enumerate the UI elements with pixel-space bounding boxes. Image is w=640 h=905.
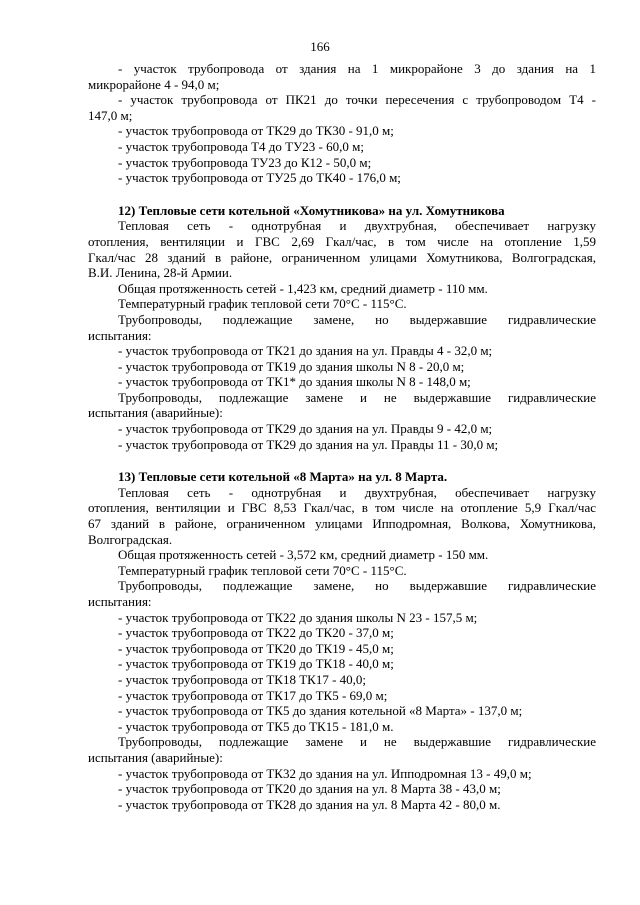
list-item: - участок трубопровода от ТК20 до здания на ул. 8 Марта 38 - 43,0 м; bbox=[118, 781, 501, 797]
list-item-cont: микрорайоне 4 - 94,0 м; bbox=[88, 76, 220, 92]
failed-heading-cont: испытания (аварийные): bbox=[88, 749, 223, 765]
list-item: - участок трубопровода от здания на 1 микрорайоне 3 до здания на 1 bbox=[118, 61, 596, 76]
list-item-cont: 147,0 м; bbox=[88, 107, 133, 123]
tested-heading-cont: испытания: bbox=[88, 327, 152, 343]
list-item: - участок трубопровода от ТК29 до здания на ул. Правды 9 - 42,0 м; bbox=[118, 421, 493, 437]
list-item: - участок трубопровода от ТК20 до ТК19 - 45,0 м; bbox=[118, 640, 394, 656]
list-item: - участок трубопровода от ТК29 до здания на ул. Правды 11 - 30,0 м; bbox=[118, 436, 499, 452]
list-item: - участок трубопровода от ТК29 до ТК30 - 91,0 м; bbox=[118, 123, 394, 139]
section-desc-line: 67 зданий в районе, ограниченном улицами Ипподромная, Волкова, Хомутникова, bbox=[88, 516, 596, 532]
list-item: - участок трубопровода Т4 до ТУ23 - 60,0 м; bbox=[118, 138, 364, 154]
section-desc-line: Тепловая сеть - однотрубная и двухтрубная, обеспечивает нагрузку bbox=[118, 218, 596, 234]
failed-heading: Трубопроводы, подлежащие замене и не выдержавшие гидравлические bbox=[118, 389, 596, 405]
list-item: - участок трубопровода от ТК19 до здания школы N 8 - 20,0 м; bbox=[118, 358, 465, 374]
tested-heading: Трубопроводы, подлежащие замене, но выдержавшие гидравлические bbox=[118, 311, 596, 327]
temperature-schedule: Температурный график тепловой сети 70°С - 115°С. bbox=[118, 296, 407, 312]
list-item: - участок трубопровода от ТК5 до здания котельной «8 Марта» - 137,0 м; bbox=[118, 703, 523, 719]
section-heading-12: 12) Тепловые сети котельной «Хомутникова» на ул. Хомутникова bbox=[118, 202, 505, 218]
section-desc-line: В.И. Ленина, 28-й Армии. bbox=[88, 265, 233, 281]
list-item: - участок трубопровода от ТК18 ТК17 - 40,0; bbox=[118, 671, 367, 687]
network-length: Общая протяженность сетей - 1,423 км, средний диаметр - 110 мм. bbox=[118, 280, 488, 296]
section-desc-line: Тепловая сеть - однотрубная и двухтрубная, обеспечивает нагрузку bbox=[118, 484, 596, 500]
page-number: 166 bbox=[310, 39, 330, 54]
list-item: - участок трубопровода ТУ23 до К12 - 50,0 м; bbox=[118, 154, 372, 170]
list-item: - участок трубопровода от ТК28 до здания на ул. 8 Марта 42 - 80,0 м. bbox=[118, 796, 501, 812]
list-item: - участок трубопровода от ТК17 до ТК5 - 69,0 м; bbox=[118, 687, 388, 703]
list-item: - участок трубопровода от ТК32 до здания на ул. Ипподромная 13 - 49,0 м; bbox=[118, 765, 532, 781]
list-item: - участок трубопровода от ТК19 до ТК18 - 40,0 м; bbox=[118, 656, 394, 672]
page-content bbox=[88, 61, 596, 812]
section-desc-line: Волгоградская. bbox=[88, 531, 173, 547]
section-desc-line: отопления, вентиляции и ГВС 2,69 Гкал/час, в том числе на отопление 1,59 bbox=[88, 233, 596, 249]
network-length: Общая протяженность сетей - 3,572 км, средний диаметр - 150 мм. bbox=[118, 547, 489, 563]
section-heading-13: 13) Тепловые сети котельной «8 Марта» на ул. 8 Марта. bbox=[118, 469, 448, 485]
temperature-schedule: Температурный график тепловой сети 70°С - 115°С. bbox=[118, 562, 407, 578]
tested-heading: Трубопроводы, подлежащие замене, но выдержавшие гидравлические bbox=[118, 578, 596, 594]
list-item: - участок трубопровода от ТУ25 до ТК40 - 176,0 м; bbox=[118, 170, 401, 186]
list-item: - участок трубопровода от ТК22 до здания школы N 23 - 157,5 м; bbox=[118, 609, 478, 625]
list-item: - участок трубопровода от ТК5 до ТК15 - 181,0 м. bbox=[118, 718, 394, 734]
section-desc-line: отопления, вентиляции и ГВС 8,53 Гкал/час, в том числе на отопление 5,9 Гкал/час bbox=[88, 500, 596, 516]
list-item: - участок трубопровода от ТК21 до здания на ул. Правды 4 - 32,0 м; bbox=[118, 343, 493, 359]
failed-heading-cont: испытания (аварийные): bbox=[88, 405, 223, 421]
list-item: - участок трубопровода от ТК1* до здания школы N 8 - 148,0 м; bbox=[118, 374, 471, 390]
failed-heading: Трубопроводы, подлежащие замене и не выдержавшие гидравлические bbox=[118, 734, 596, 750]
list-item: - участок трубопровода от ПК21 до точки пересечения с трубопроводом Т4 - bbox=[118, 92, 596, 108]
section-desc-line: Гкал/час 28 зданий в районе, ограниченном улицами Хомутникова, Волгоградская, bbox=[88, 249, 596, 265]
list-item: - участок трубопровода от ТК22 до ТК20 - 37,0 м; bbox=[118, 625, 394, 641]
tested-heading-cont: испытания: bbox=[88, 594, 152, 609]
